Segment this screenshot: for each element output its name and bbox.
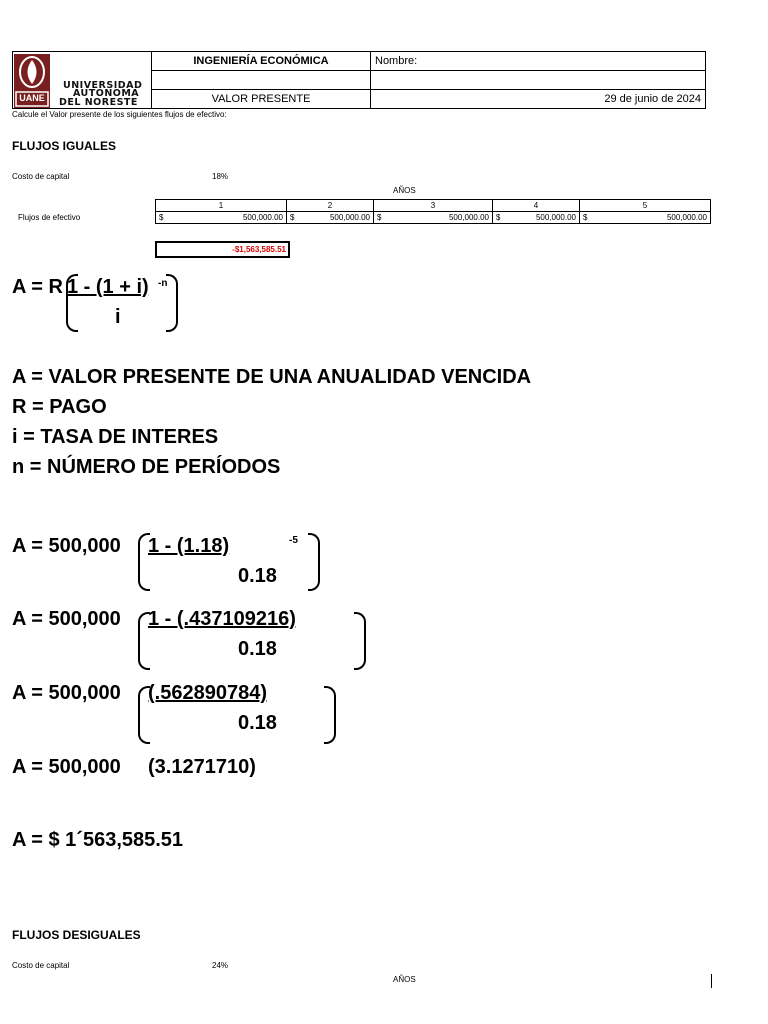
flow-cell[interactable] <box>493 212 580 224</box>
step2-right-paren <box>354 612 366 670</box>
logo-cell <box>13 52 152 109</box>
definition-a: A = VALOR PRESENTE DE UNA ANUALIDAD VENCIDA <box>12 366 532 388</box>
cost-value-unequal: 24% <box>212 961 229 970</box>
cost-label-equal: Costo de capital <box>12 172 70 181</box>
logo-letters: UANE <box>19 93 45 103</box>
formula-numerator: 1 - (1 + i) <box>67 276 149 298</box>
step3-numerator: (.562890784) <box>148 682 267 704</box>
year-header: 2 <box>287 200 374 212</box>
university-name-line-2: AUTONOMA <box>73 88 140 99</box>
empty-cell <box>152 71 371 90</box>
name-label: Nombre: <box>371 52 706 71</box>
step1-lhs: A = 500,000 <box>12 535 121 557</box>
university-logo <box>14 54 50 108</box>
currency-symbol: $ <box>496 213 501 222</box>
text-cursor <box>711 974 712 988</box>
formula-exponent: -n <box>158 278 168 289</box>
step4-lhs: A = 500,000 <box>12 756 121 778</box>
university-name-line-1: UNIVERSIDAD <box>63 80 143 91</box>
name-field[interactable] <box>371 71 706 90</box>
year-header: 3 <box>374 200 493 212</box>
formula-denominator: i <box>115 306 121 328</box>
header-table <box>12 51 706 109</box>
flow-value: 500,000.00 <box>448 213 489 222</box>
section-title-unequal: FLUJOS DESIGUALES <box>12 928 141 942</box>
cash-flows-table <box>155 199 711 224</box>
year-header: 4 <box>493 200 580 212</box>
university-name-line-3: DEL NORESTE <box>59 97 138 108</box>
step2-denominator: 0.18 <box>238 638 277 660</box>
flow-cell[interactable] <box>156 212 287 224</box>
final-result: A = $ 1´563,585.51 <box>12 829 184 851</box>
flows-label: Flujos de efectivo <box>18 213 81 222</box>
flow-value: 500,000.00 <box>242 213 283 222</box>
step2-lhs: A = 500,000 <box>12 608 121 630</box>
flow-cell[interactable] <box>580 212 711 224</box>
cost-label-unequal: Costo de capital <box>12 961 70 970</box>
step1-right-paren <box>308 533 320 591</box>
present-value-result[interactable]: -$1,563,585.51 <box>155 241 290 258</box>
step3-right-paren <box>324 686 336 744</box>
step4-value: (3.1271710) <box>148 756 256 778</box>
definition-r: R = PAGO <box>12 396 107 418</box>
year-header: 1 <box>156 200 287 212</box>
right-paren <box>166 274 178 332</box>
section-title-equal: FLUJOS IGUALES <box>12 139 117 153</box>
currency-symbol: $ <box>377 213 382 222</box>
flow-value: 500,000.00 <box>329 213 370 222</box>
course-title: INGENIERÍA ECONÓMICA <box>152 52 371 71</box>
year-header: 5 <box>580 200 711 212</box>
step3-lhs: A = 500,000 <box>12 682 121 704</box>
currency-symbol: $ <box>290 213 295 222</box>
currency-symbol: $ <box>583 213 588 222</box>
cost-value-equal: 18% <box>212 172 229 181</box>
date: 29 de junio de 2024 <box>371 90 706 109</box>
currency-symbol: $ <box>159 213 164 222</box>
definition-i: i = TASA DE INTERES <box>12 426 219 448</box>
step3-denominator: 0.18 <box>238 712 277 734</box>
step1-denominator: 0.18 <box>238 565 277 587</box>
step1-exponent: -5 <box>289 535 298 546</box>
step2-numerator: 1 - (.437109216) <box>148 608 296 630</box>
topic-title: VALOR PRESENTE <box>152 90 371 109</box>
flow-cell[interactable] <box>374 212 493 224</box>
flow-value: 500,000.00 <box>666 213 707 222</box>
instruction: Calcule el Valor presente de los siguientes flujos de efectivo: <box>12 110 227 119</box>
formula-lhs: A = R <box>12 276 63 298</box>
flow-cell[interactable] <box>287 212 374 224</box>
years-label-unequal: AÑOS <box>393 975 416 984</box>
years-label-equal: AÑOS <box>393 186 416 195</box>
definition-n: n = NÚMERO DE PERÍODOS <box>12 456 281 478</box>
step1-numerator: 1 - (1.18) <box>148 535 230 557</box>
flow-value: 500,000.00 <box>535 213 576 222</box>
